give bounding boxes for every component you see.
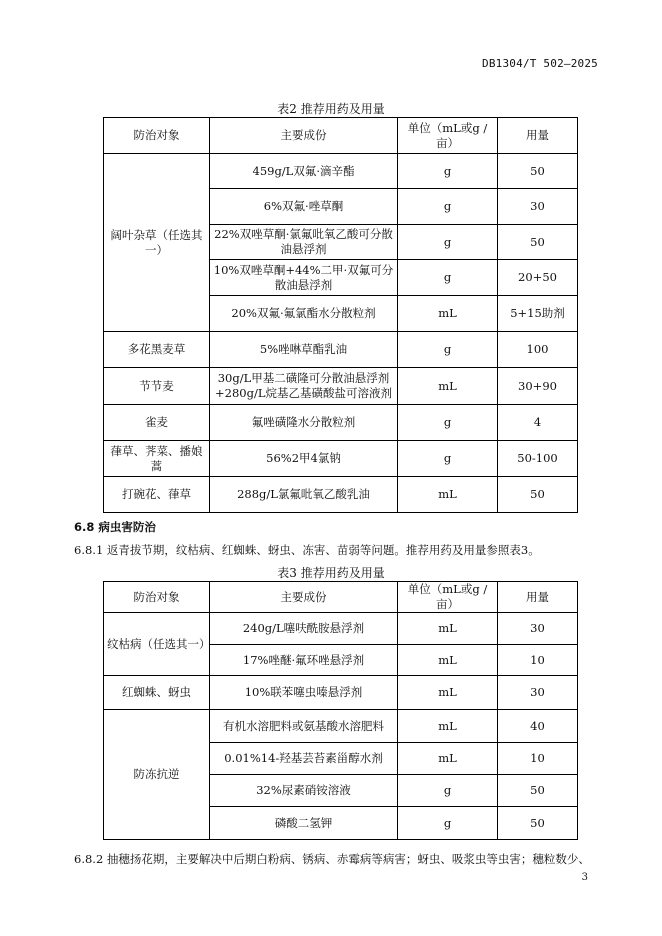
ingredient-cell: 有机水溶肥料或氨基酸水溶肥料 (210, 710, 398, 743)
document-code: DB1304/T 502—2025 (482, 57, 598, 70)
unit-cell: g (398, 441, 498, 477)
dose-cell: 5+15助剂 (498, 296, 578, 332)
dose-cell: 50 (498, 477, 578, 513)
dose-cell: 50 (498, 775, 578, 807)
unit-cell: mL (398, 613, 498, 645)
ingredient-cell: 32%尿素硝铵溶液 (210, 775, 398, 807)
dose-cell: 50 (498, 807, 578, 840)
dose-cell: 30 (498, 676, 578, 710)
ingredient-cell: 0.01%14-羟基芸苔素甾醇水剂 (210, 743, 398, 775)
ingredient-cell: 6%双氟·唑草酮 (210, 189, 398, 225)
target-cell: 多花黑麦草 (104, 332, 210, 368)
header-dose: 用量 (498, 118, 578, 154)
ingredient-cell: 氟唑磺隆水分散粒剂 (210, 405, 398, 441)
dose-cell: 30+90 (498, 368, 578, 405)
unit-cell: g (398, 807, 498, 840)
target-cell: 雀麦 (104, 405, 210, 441)
ingredient-cell: 10%双唑草酮+44%二甲·双氟可分散油悬浮剂 (210, 260, 398, 296)
unit-cell: g (398, 225, 498, 260)
unit-cell: g (398, 775, 498, 807)
ingredient-cell: 22%双唑草酮·氯氟吡氧乙酸可分散油悬浮剂 (210, 225, 398, 260)
header-ingredient: 主要成份 (210, 118, 398, 154)
unit-cell: g (398, 405, 498, 441)
unit-cell: g (398, 332, 498, 368)
ingredient-cell: 10%联苯噻虫嗪悬浮剂 (210, 676, 398, 710)
paragraph-6-8-2: 6.8.2 抽穗扬花期，主要解决中后期白粉病、锈病、赤霉病等病害；蚜虫、吸浆虫等虫害；穗粒数少、 (74, 852, 590, 866)
dose-cell: 4 (498, 405, 578, 441)
ingredient-cell: 288g/L氯氟吡氧乙酸乳油 (210, 477, 398, 513)
unit-cell: mL (398, 710, 498, 743)
dose-cell: 50 (498, 154, 578, 189)
section-title: 6.8 病虫害防治 (74, 520, 156, 534)
unit-cell: mL (398, 368, 498, 405)
table3-caption: 表3 推荐用药及用量 (277, 566, 385, 580)
page-number: 3 (581, 872, 588, 883)
ingredient-cell: 30g/L甲基二磺隆可分散油悬浮剂+280g/L烷基乙基磺酸盐可溶液剂 (210, 368, 398, 405)
ingredient-cell: 56%2甲4氯钠 (210, 441, 398, 477)
dose-cell: 30 (498, 189, 578, 225)
unit-cell: mL (398, 645, 498, 676)
target-cell: 节节麦 (104, 368, 210, 405)
dose-cell: 50 (498, 225, 578, 260)
target-cell: 打碗花、葎草 (104, 477, 210, 513)
dose-cell: 10 (498, 645, 578, 676)
ingredient-cell: 459g/L双氟·滴辛酯 (210, 154, 398, 189)
dose-cell: 40 (498, 710, 578, 743)
dose-cell: 30 (498, 613, 578, 645)
dose-cell: 20+50 (498, 260, 578, 296)
unit-cell: g (398, 189, 498, 225)
header-ingredient: 主要成份 (210, 582, 398, 613)
table3 (103, 581, 578, 840)
unit-cell: mL (398, 477, 498, 513)
dose-cell: 10 (498, 743, 578, 775)
unit-cell: mL (398, 296, 498, 332)
ingredient-cell: 20%双氟·氟氯酯水分散粒剂 (210, 296, 398, 332)
target-cell: 葎草、荠菜、播娘蒿 (104, 441, 210, 477)
ingredient-cell: 磷酸二氢钾 (210, 807, 398, 840)
unit-cell: mL (398, 743, 498, 775)
table2-caption: 表2 推荐用药及用量 (277, 102, 385, 116)
target-cell: 红蜘蛛、蚜虫 (104, 676, 210, 710)
header-unit: 单位（mL或g /亩） (398, 582, 498, 613)
unit-cell: g (398, 260, 498, 296)
header-unit: 单位（mL或g /亩） (398, 118, 498, 154)
paragraph-6-8-1: 6.8.1 返青拔节期，纹枯病、红蜘蛛、蚜虫、冻害、苗弱等问题。推荐用药及用量参照表3。 (74, 543, 540, 557)
ingredient-cell: 5%唑啉草酯乳油 (210, 332, 398, 368)
header-target: 防治对象 (104, 582, 210, 613)
target-cell: 阔叶杂草（任选其一） (104, 154, 210, 332)
target-cell: 防冻抗逆 (104, 710, 210, 840)
dose-cell: 100 (498, 332, 578, 368)
dose-cell: 50-100 (498, 441, 578, 477)
unit-cell: g (398, 154, 498, 189)
header-target: 防治对象 (104, 118, 210, 154)
ingredient-cell: 240g/L噻呋酰胺悬浮剂 (210, 613, 398, 645)
header-dose: 用量 (498, 582, 578, 613)
target-cell: 纹枯病（任选其一） (104, 613, 210, 676)
table2 (103, 117, 578, 513)
unit-cell: mL (398, 676, 498, 710)
ingredient-cell: 17%唑醚·氟环唑悬浮剂 (210, 645, 398, 676)
